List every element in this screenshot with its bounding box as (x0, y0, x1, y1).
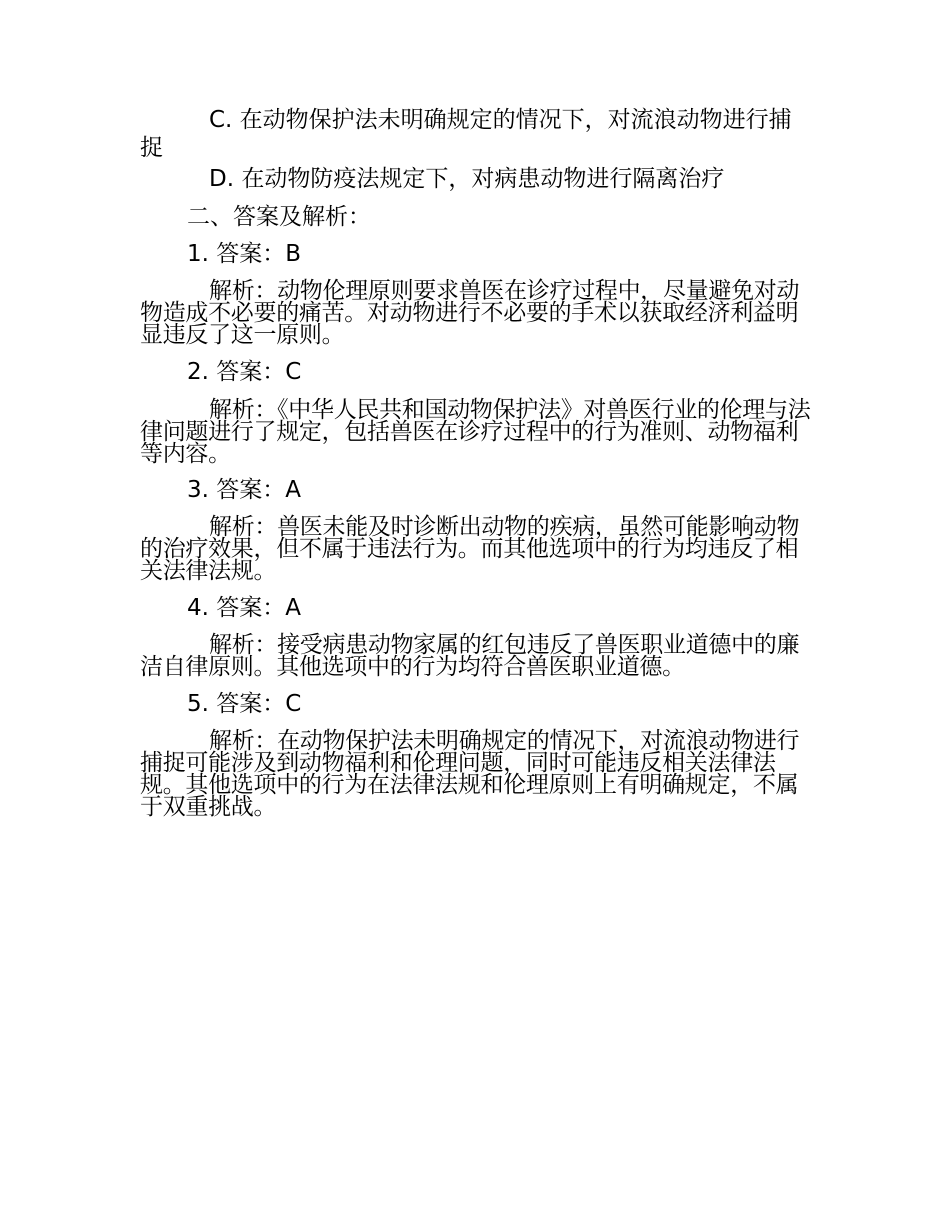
answer-3: 3. 答案：A (187, 477, 301, 503)
analysis-3: 解析：兽医未能及时诊断出动物的疾病，虽然可能影响动物的治疗效果，但不属于违法行为。而其他选项中的行为均违反了相关法律法规。 (140, 514, 800, 584)
analysis-4: 解析：接受病患动物家属的红包违反了兽医职业道德中的廉洁自律原则。其他选项中的行为均符合兽医职业道德。 (140, 632, 800, 680)
analysis-5: 解析：在动物保护法未明确规定的情况下，对流浪动物进行捕捉可能涉及到动物福利和伦理问题，同时可能违反相关法律法规。其他选项中的行为在法律法规和伦理原则上有明确规定，不属于双重挑战。 (140, 728, 800, 820)
answer-2: 2. 答案：C (187, 359, 302, 385)
answer-4: 4. 答案：A (187, 595, 301, 621)
answer-1: 1. 答案：B (187, 241, 302, 267)
section-title: 二、答案及解析： (187, 204, 371, 230)
option-c: C. 在动物保护法未明确规定的情况下，对流浪动物进行捕捉 (140, 107, 792, 161)
analysis-2: 解析：《中华人民共和国动物保护法》对兽医行业的伦理与法律问题进行了规定，包括兽医在诊疗过程中的行为准则、动物福利等内容。 (140, 397, 811, 467)
answer-5: 5. 答案：C (187, 691, 302, 717)
analysis-1: 解析：动物伦理原则要求兽医在诊疗过程中，尽量避免对动物造成不必要的痛苦。对动物进行不必要的手术以获取经济利益明显违反了这一原则。 (140, 278, 800, 348)
option-d: D. 在动物防疫法规定下，对病患动物进行隔离治疗 (209, 166, 725, 192)
